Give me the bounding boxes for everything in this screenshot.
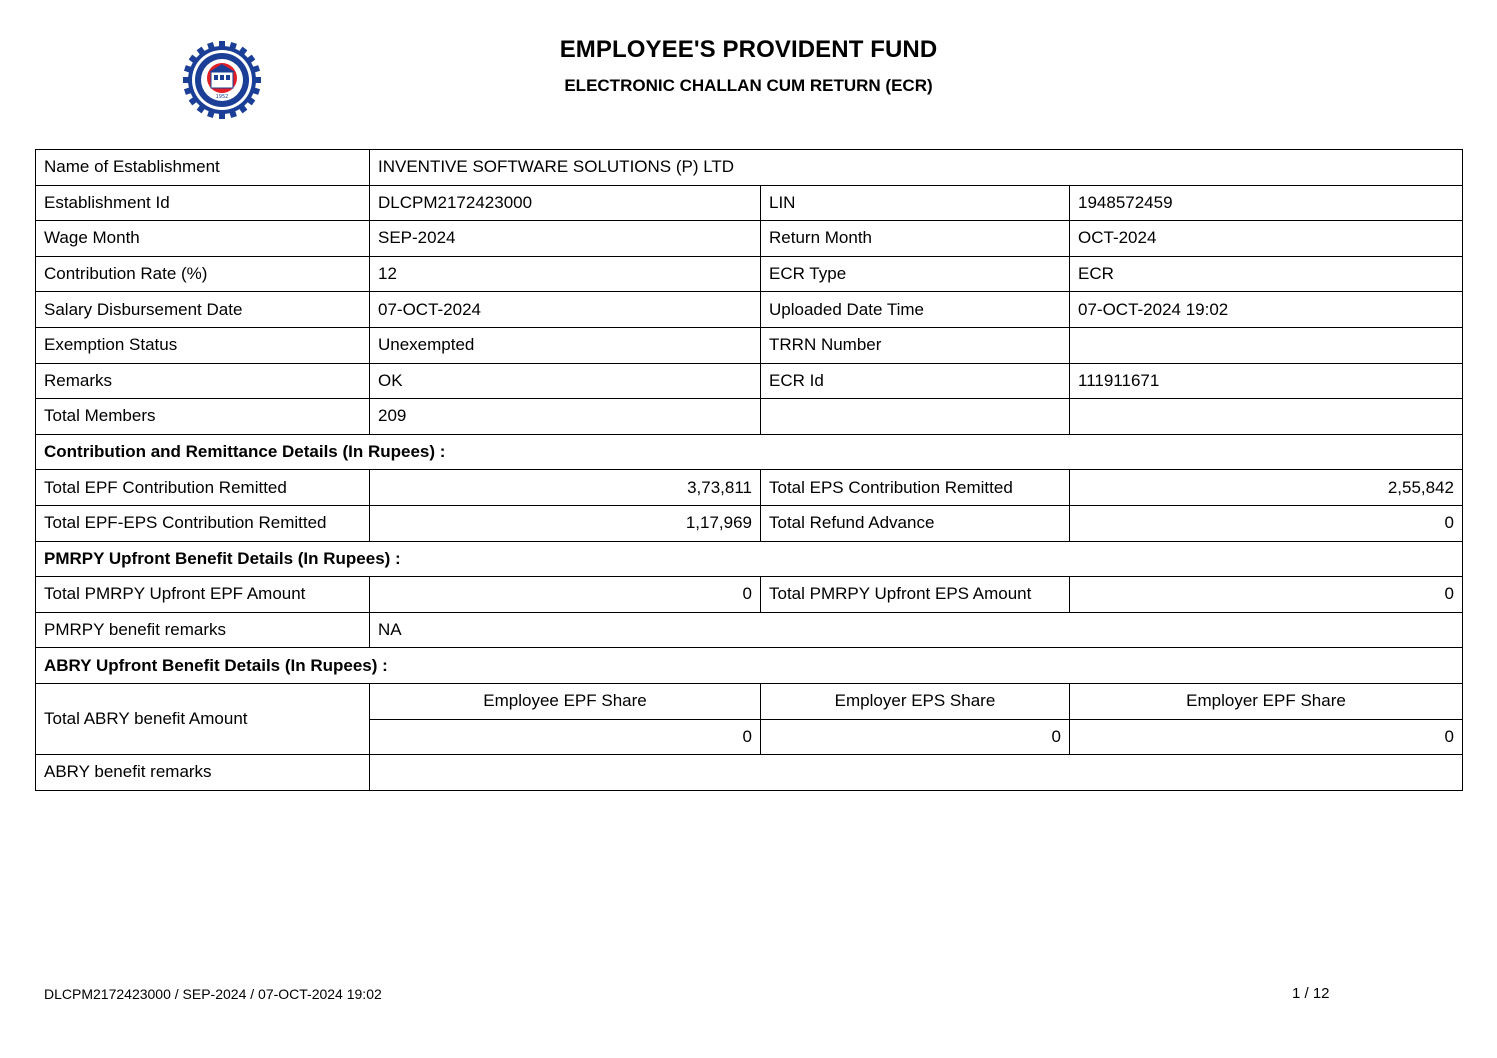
table-row	[36, 505, 1463, 541]
ecr-type-label: ECR Type	[761, 256, 1070, 292]
pmrpy-eps-label: Total PMRPY Upfront EPS Amount	[761, 577, 1070, 613]
epf-eps-contribution-label: Total EPF-EPS Contribution Remitted	[36, 505, 370, 541]
epf-eps-contribution-value: 1,17,969	[370, 505, 761, 541]
pmrpy-epf-label: Total PMRPY Upfront EPF Amount	[36, 577, 370, 613]
page-title: EMPLOYEE'S PROVIDENT FUND	[559, 36, 938, 63]
abry-remarks-value	[370, 755, 1463, 791]
wage-month-value: SEP-2024	[370, 221, 761, 257]
trrn-value	[1070, 327, 1463, 363]
empty-cell	[1070, 399, 1463, 435]
table-row	[36, 399, 1463, 435]
table-row	[36, 327, 1463, 363]
table-row	[36, 755, 1463, 791]
table-row	[36, 185, 1463, 221]
pmrpy-heading: PMRPY Upfront Benefit Details (In Rupees) :	[36, 541, 1463, 577]
abry-employee-epf-value: 0	[370, 719, 761, 755]
logo-year: 1952	[215, 94, 229, 100]
contribution-rate-label: Contribution Rate (%)	[36, 256, 370, 292]
table-row	[36, 648, 1463, 684]
table-row	[36, 292, 1463, 328]
table-row	[36, 434, 1463, 470]
pmrpy-eps-value: 0	[1070, 577, 1463, 613]
exemption-value: Unexempted	[370, 327, 761, 363]
uploaded-value: 07-OCT-2024 19:02	[1070, 292, 1463, 328]
table-row	[36, 363, 1463, 399]
epf-contribution-label: Total EPF Contribution Remitted	[36, 470, 370, 506]
pmrpy-remarks-label: PMRPY benefit remarks	[36, 612, 370, 648]
pmrpy-epf-value: 0	[370, 577, 761, 613]
table-row	[36, 683, 1463, 719]
total-members-label: Total Members	[36, 399, 370, 435]
salary-date-label: Salary Disbursement Date	[36, 292, 370, 328]
table-row	[36, 221, 1463, 257]
salary-date-value: 07-OCT-2024	[370, 292, 761, 328]
table-row	[36, 470, 1463, 506]
lin-value: 1948572459	[1070, 185, 1463, 221]
ecr-type-value: ECR	[1070, 256, 1463, 292]
return-month-value: OCT-2024	[1070, 221, 1463, 257]
ecr-id-label: ECR Id	[761, 363, 1070, 399]
lin-label: LIN	[761, 185, 1070, 221]
establishment-id-value: DLCPM2172423000	[370, 185, 761, 221]
table-row	[36, 256, 1463, 292]
table-row	[36, 577, 1463, 613]
abry-employer-eps-value: 0	[761, 719, 1070, 755]
table-row	[36, 541, 1463, 577]
eps-contribution-label: Total EPS Contribution Remitted	[761, 470, 1070, 506]
abry-employer-epf-value: 0	[1070, 719, 1463, 755]
table-row	[36, 150, 1463, 186]
refund-advance-label: Total Refund Advance	[761, 505, 1070, 541]
eps-contribution-value: 2,55,842	[1070, 470, 1463, 506]
abry-remarks-label: ABRY benefit remarks	[36, 755, 370, 791]
page-number: 1 / 12	[1292, 985, 1330, 1002]
page-subtitle: ELECTRONIC CHALLAN CUM RETURN (ECR)	[564, 76, 933, 95]
establishment-name-label: Name of Establishment	[36, 150, 370, 186]
exemption-label: Exemption Status	[36, 327, 370, 363]
remarks-label: Remarks	[36, 363, 370, 399]
remarks-value: OK	[370, 363, 761, 399]
abry-heading: ABRY Upfront Benefit Details (In Rupees) :	[36, 648, 1463, 684]
total-members-value: 209	[370, 399, 761, 435]
abry-total-label: Total ABRY benefit Amount	[36, 683, 370, 754]
wage-month-label: Wage Month	[36, 221, 370, 257]
return-month-label: Return Month	[761, 221, 1070, 257]
contribution-rate-value: 12	[370, 256, 761, 292]
epf-contribution-value: 3,73,811	[370, 470, 761, 506]
abry-employer-eps-label: Employer EPS Share	[761, 683, 1070, 719]
ecr-table	[35, 149, 1463, 791]
abry-employee-epf-label: Employee EPF Share	[370, 683, 761, 719]
refund-advance-value: 0	[1070, 505, 1463, 541]
empty-cell	[761, 399, 1070, 435]
abry-employer-epf-label: Employer EPF Share	[1070, 683, 1463, 719]
trrn-label: TRRN Number	[761, 327, 1070, 363]
ecr-id-value: 111911671	[1070, 363, 1463, 399]
footer-reference: DLCPM2172423000 / SEP-2024 / 07-OCT-2024 19:02	[44, 986, 382, 1002]
establishment-name-value: INVENTIVE SOFTWARE SOLUTIONS (P) LTD	[370, 150, 1463, 186]
table-row	[36, 612, 1463, 648]
establishment-id-label: Establishment Id	[36, 185, 370, 221]
pmrpy-remarks-value: NA	[370, 612, 1463, 648]
uploaded-label: Uploaded Date Time	[761, 292, 1070, 328]
contribution-heading: Contribution and Remittance Details (In Rupees) :	[36, 434, 1463, 470]
